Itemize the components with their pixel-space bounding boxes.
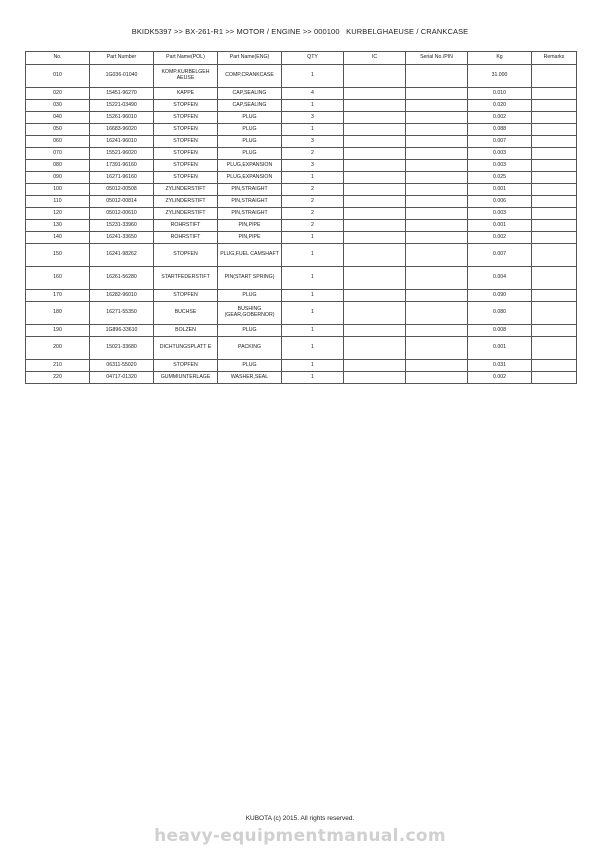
cell-qty: 2 (282, 148, 344, 160)
cell-part-number: 17391-96160 (90, 160, 154, 172)
cell-kg: 31.000 (468, 65, 532, 88)
cell-part-number: 15261-96010 (90, 112, 154, 124)
cell-part-name-eng: CAP,SEALING (218, 100, 282, 112)
column-header-serial: Serial No./PIN (406, 52, 468, 65)
cell-no: 210 (26, 360, 90, 372)
cell-kg: 0.025 (468, 172, 532, 184)
cell-part-name-eng: PLUG (218, 360, 282, 372)
table-row (26, 172, 577, 184)
cell-no: 100 (26, 184, 90, 196)
cell-kg: 0.002 (468, 372, 532, 384)
cell-remarks (532, 360, 577, 372)
cell-remarks (532, 100, 577, 112)
cell-part-name-eng: PIN(START SPRING) (218, 267, 282, 290)
cell-qty: 1 (282, 337, 344, 360)
cell-part-number: 06311-55020 (90, 360, 154, 372)
cell-part-name-pol: STOPFEN (154, 136, 218, 148)
cell-kg: 0.001 (468, 220, 532, 232)
cell-part-number: 05012-00508 (90, 184, 154, 196)
cell-part-name-pol: ZYLINDERSTIFT (154, 184, 218, 196)
cell-ic (344, 290, 406, 302)
cell-qty: 1 (282, 267, 344, 290)
cell-qty: 2 (282, 196, 344, 208)
cell-no: 090 (26, 172, 90, 184)
cell-ic (344, 88, 406, 100)
cell-part-number: 16261-56280 (90, 267, 154, 290)
cell-qty: 1 (282, 65, 344, 88)
cell-serial (406, 124, 468, 136)
cell-ic (344, 360, 406, 372)
cell-part-name-pol: STOPFEN (154, 290, 218, 302)
cell-part-name-eng: PLUG (218, 148, 282, 160)
cell-ic (344, 136, 406, 148)
table-row (26, 184, 577, 196)
table-row (26, 136, 577, 148)
cell-ic (344, 124, 406, 136)
column-header-kg: Kg (468, 52, 532, 65)
cell-ic (344, 244, 406, 267)
cell-remarks (532, 208, 577, 220)
cell-remarks (532, 65, 577, 88)
cell-no: 020 (26, 88, 90, 100)
cell-part-number: 1G896-33610 (90, 325, 154, 337)
table-row (26, 290, 577, 302)
cell-no: 010 (26, 65, 90, 88)
column-header-qty: QTY (282, 52, 344, 65)
cell-part-name-eng: PLUG (218, 325, 282, 337)
cell-serial (406, 100, 468, 112)
cell-serial (406, 208, 468, 220)
cell-part-name-eng: PIN,STRAIGHT (218, 208, 282, 220)
cell-no: 180 (26, 302, 90, 325)
cell-no: 040 (26, 112, 90, 124)
cell-qty: 1 (282, 302, 344, 325)
cell-remarks (532, 196, 577, 208)
cell-kg: 0.031 (468, 360, 532, 372)
cell-part-name-pol: STARTFEDERSTIFT (154, 267, 218, 290)
cell-part-name-eng: PIN,PIPE (218, 232, 282, 244)
cell-kg: 0.001 (468, 337, 532, 360)
page-title: BKIDK5397 >> BX-261-R1 >> MOTOR / ENGINE >> 000100 KURBELGHAEUSE / CRANKCASE (131, 27, 469, 36)
cell-no: 060 (26, 136, 90, 148)
cell-ic (344, 372, 406, 384)
table-row (26, 208, 577, 220)
cell-ic (344, 65, 406, 88)
cell-part-number: 16683-96020 (90, 124, 154, 136)
cell-serial (406, 65, 468, 88)
cell-ic (344, 208, 406, 220)
cell-part-name-pol: STOPFEN (154, 112, 218, 124)
cell-kg: 0.090 (468, 290, 532, 302)
table-row (26, 124, 577, 136)
cell-ic (344, 148, 406, 160)
table-row (26, 302, 577, 325)
cell-kg: 0.001 (468, 184, 532, 196)
table-row (26, 88, 577, 100)
cell-part-number: 05012-00814 (90, 196, 154, 208)
cell-serial (406, 112, 468, 124)
cell-part-number: 16241-33650 (90, 232, 154, 244)
cell-part-name-eng: WASHER,SEAL (218, 372, 282, 384)
cell-part-name-eng: PLUG,FUEL CAMSHAFT (218, 244, 282, 267)
cell-kg: 0.002 (468, 112, 532, 124)
cell-no: 190 (26, 325, 90, 337)
parts-table (25, 51, 577, 384)
cell-ic (344, 337, 406, 360)
cell-qty: 3 (282, 160, 344, 172)
cell-part-number: 15021-33680 (90, 337, 154, 360)
cell-part-name-pol: BUCHSE (154, 302, 218, 325)
cell-part-name-eng: PLUG (218, 112, 282, 124)
cell-part-name-pol: STOPFEN (154, 244, 218, 267)
cell-part-name-pol: GUMMIUNTERLAGE (154, 372, 218, 384)
cell-kg: 0.020 (468, 100, 532, 112)
cell-qty: 1 (282, 360, 344, 372)
cell-part-name-pol: ROHRSTIFT (154, 232, 218, 244)
cell-part-name-pol: ZYLINDERSTIFT (154, 196, 218, 208)
cell-no: 050 (26, 124, 90, 136)
cell-no: 030 (26, 100, 90, 112)
cell-no: 070 (26, 148, 90, 160)
column-header-no: No. (26, 52, 90, 65)
copyright-footer: KUBOTA (c) 2015. All rights reserved. (245, 815, 355, 822)
cell-serial (406, 337, 468, 360)
cell-part-number: 16282-96010 (90, 290, 154, 302)
cell-part-name-pol: DICHTUNGSPLATT E (154, 337, 218, 360)
cell-qty: 4 (282, 88, 344, 100)
cell-serial (406, 290, 468, 302)
cell-no: 150 (26, 244, 90, 267)
cell-serial (406, 372, 468, 384)
cell-kg: 0.007 (468, 244, 532, 267)
cell-remarks (532, 184, 577, 196)
cell-part-name-pol: BOLZEN (154, 325, 218, 337)
cell-part-name-eng: COMP,CRANKCASE (218, 65, 282, 88)
cell-qty: 1 (282, 325, 344, 337)
cell-remarks (532, 88, 577, 100)
cell-kg: 0.003 (468, 148, 532, 160)
cell-qty: 1 (282, 172, 344, 184)
table-row (26, 372, 577, 384)
cell-serial (406, 232, 468, 244)
cell-part-name-eng: PLUG (218, 136, 282, 148)
site-watermark: heavy-equipmentmanual.com (154, 826, 446, 846)
table-row (26, 100, 577, 112)
cell-remarks (532, 172, 577, 184)
cell-serial (406, 160, 468, 172)
cell-serial (406, 302, 468, 325)
cell-ic (344, 100, 406, 112)
cell-remarks (532, 124, 577, 136)
column-header-part-name-pol: Part Name(POL) (154, 52, 218, 65)
cell-qty: 2 (282, 220, 344, 232)
cell-no: 200 (26, 337, 90, 360)
cell-kg: 0.006 (468, 196, 532, 208)
cell-serial (406, 88, 468, 100)
cell-kg: 0.003 (468, 160, 532, 172)
cell-qty: 1 (282, 100, 344, 112)
cell-serial (406, 172, 468, 184)
table-row (26, 232, 577, 244)
table-row (26, 244, 577, 267)
cell-kg: 0.004 (468, 267, 532, 290)
cell-kg: 0.003 (468, 208, 532, 220)
cell-part-name-eng: PACKING (218, 337, 282, 360)
cell-no: 120 (26, 208, 90, 220)
cell-remarks (532, 325, 577, 337)
cell-part-name-pol: STOPFEN (154, 100, 218, 112)
cell-ic (344, 184, 406, 196)
table-row (26, 196, 577, 208)
cell-no: 170 (26, 290, 90, 302)
table-row (26, 160, 577, 172)
cell-kg: 0.008 (468, 325, 532, 337)
cell-remarks (532, 372, 577, 384)
cell-part-number: 15231-33960 (90, 220, 154, 232)
cell-remarks (532, 302, 577, 325)
cell-ic (344, 325, 406, 337)
cell-remarks (532, 337, 577, 360)
cell-no: 160 (26, 267, 90, 290)
cell-kg: 0.002 (468, 232, 532, 244)
table-row (26, 148, 577, 160)
cell-part-name-eng: PLUG (218, 124, 282, 136)
cell-part-name-eng: CAP,SEALING (218, 88, 282, 100)
table-row (26, 112, 577, 124)
cell-no: 220 (26, 372, 90, 384)
cell-part-name-pol: KOMP.KURBELGEH AEUSE (154, 65, 218, 88)
cell-remarks (532, 220, 577, 232)
cell-remarks (532, 267, 577, 290)
cell-part-name-eng: PIN,STRAIGHT (218, 196, 282, 208)
cell-qty: 1 (282, 232, 344, 244)
cell-qty: 1 (282, 372, 344, 384)
cell-serial (406, 267, 468, 290)
cell-remarks (532, 136, 577, 148)
cell-part-number: 04717-01320 (90, 372, 154, 384)
cell-part-name-eng: PIN,STRAIGHT (218, 184, 282, 196)
cell-part-number: 16241-98262 (90, 244, 154, 267)
cell-part-name-pol: STOPFEN (154, 160, 218, 172)
cell-part-number: 16271-96160 (90, 172, 154, 184)
cell-serial (406, 220, 468, 232)
column-header-ic: IC (344, 52, 406, 65)
cell-serial (406, 196, 468, 208)
parts-table-body (26, 65, 577, 384)
cell-kg: 0.080 (468, 302, 532, 325)
cell-part-name-eng: BUSHING (GEAR,GOBERNOR) (218, 302, 282, 325)
cell-serial (406, 360, 468, 372)
cell-ic (344, 196, 406, 208)
cell-part-name-eng: PIN,PIPE (218, 220, 282, 232)
cell-qty: 1 (282, 244, 344, 267)
cell-ic (344, 172, 406, 184)
cell-no: 110 (26, 196, 90, 208)
cell-kg: 0.007 (468, 136, 532, 148)
column-header-remarks: Remarks (532, 52, 577, 65)
cell-qty: 3 (282, 112, 344, 124)
cell-serial (406, 184, 468, 196)
cell-remarks (532, 232, 577, 244)
cell-part-number: 16241-96010 (90, 136, 154, 148)
cell-part-name-pol: STOPFEN (154, 148, 218, 160)
cell-ic (344, 267, 406, 290)
cell-ic (344, 220, 406, 232)
cell-part-name-pol: ROHRSTIFT (154, 220, 218, 232)
cell-qty: 1 (282, 290, 344, 302)
cell-part-name-eng: PLUG,EXPANSION (218, 172, 282, 184)
table-row (26, 267, 577, 290)
column-header-part-name-eng: Part Name(ENG) (218, 52, 282, 65)
cell-kg: 0.088 (468, 124, 532, 136)
table-row (26, 337, 577, 360)
cell-part-number: 05012-00610 (90, 208, 154, 220)
cell-part-number: 15521-96020 (90, 148, 154, 160)
cell-part-name-pol: STOPFEN (154, 172, 218, 184)
table-row (26, 65, 577, 88)
cell-no: 130 (26, 220, 90, 232)
column-header-part-number: Part Number (90, 52, 154, 65)
cell-remarks (532, 244, 577, 267)
cell-part-name-pol: STOPFEN (154, 124, 218, 136)
cell-part-number: 15451-96270 (90, 88, 154, 100)
table-row (26, 360, 577, 372)
cell-part-name-pol: ZYLINDERSTIFT (154, 208, 218, 220)
cell-part-number: 15221-03490 (90, 100, 154, 112)
cell-remarks (532, 290, 577, 302)
cell-no: 140 (26, 232, 90, 244)
cell-kg: 0.010 (468, 88, 532, 100)
cell-no: 080 (26, 160, 90, 172)
cell-part-name-eng: PLUG,EXPANSION (218, 160, 282, 172)
cell-part-name-eng: PLUG (218, 290, 282, 302)
cell-serial (406, 148, 468, 160)
cell-part-name-pol: KAPPE (154, 88, 218, 100)
cell-remarks (532, 160, 577, 172)
cell-serial (406, 325, 468, 337)
cell-ic (344, 112, 406, 124)
cell-qty: 2 (282, 208, 344, 220)
cell-remarks (532, 112, 577, 124)
cell-serial (406, 244, 468, 267)
table-row (26, 220, 577, 232)
cell-qty: 1 (282, 124, 344, 136)
cell-serial (406, 136, 468, 148)
table-header-row (26, 52, 577, 65)
table-row (26, 325, 577, 337)
cell-ic (344, 232, 406, 244)
cell-qty: 2 (282, 184, 344, 196)
cell-part-number: 16271-55350 (90, 302, 154, 325)
cell-remarks (532, 148, 577, 160)
cell-ic (344, 160, 406, 172)
cell-part-name-pol: STOPFEN (154, 360, 218, 372)
cell-ic (344, 302, 406, 325)
cell-part-number: 1G036-01040 (90, 65, 154, 88)
cell-qty: 3 (282, 136, 344, 148)
